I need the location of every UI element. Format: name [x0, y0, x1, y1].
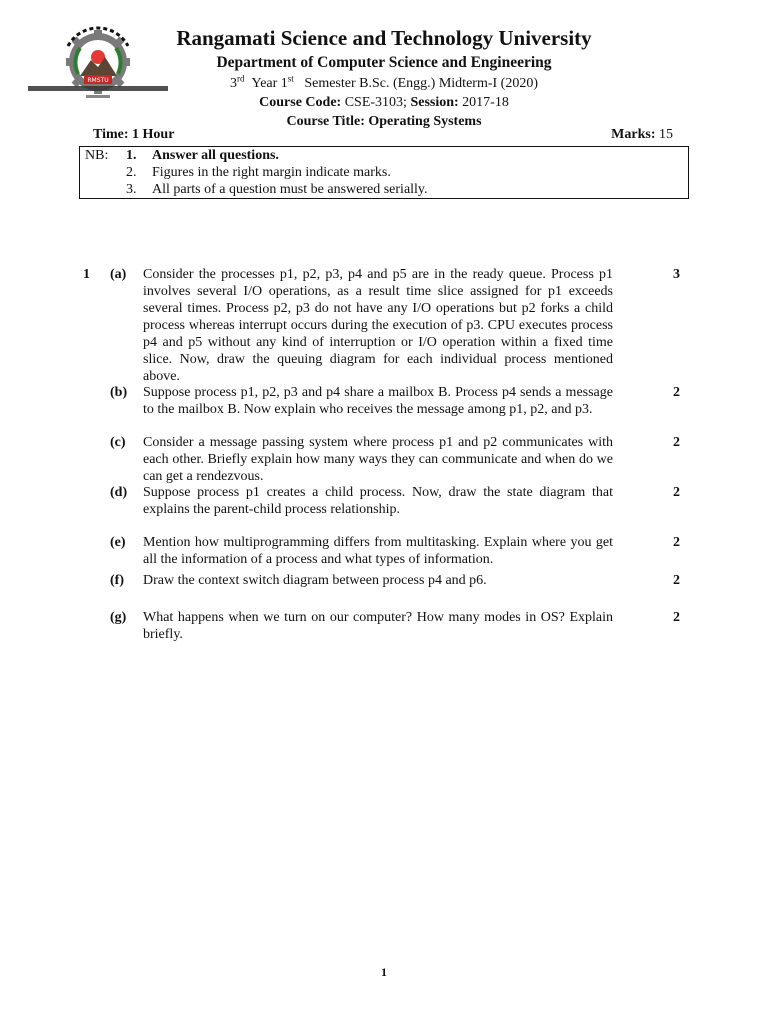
part-label-c: (c) — [110, 435, 126, 450]
department-name: Department of Computer Science and Engineering — [216, 54, 552, 71]
part-marks-a: 3 — [673, 267, 680, 282]
page-number: 1 — [381, 965, 387, 979]
part-marks-e: 2 — [673, 535, 680, 550]
total-marks: Marks: 15 — [611, 127, 673, 142]
logo-badge-text: RMSTU — [87, 77, 109, 84]
part-text-f: Draw the context switch diagram between process p4 and p6. — [143, 573, 487, 588]
part-marks-c: 2 — [673, 435, 680, 450]
part-text-a: Consider the processes p1, p2, p3, p4 and p5 are in the ready queue. Process p1 involves several I/O operations, as a result time slice assigned for p1 exceeds several times. Process p2, p3 do not have any I/O operations but p2 forks a child process whereas interrupt occurs during the execution of p3. CPU executes process p4 and p5 without any kind of interruption or I/O operation within a fixed time slice. Now, draw the queuing diagram for each individual process mentioned above. — [143, 267, 613, 384]
time-label: Time: 1 Hour — [93, 127, 175, 142]
exam-line: 3rd Year 1st Semester B.Sc. (Engg.) Midterm-I (2020) — [229, 73, 538, 91]
part-text-g: What happens when we turn on our computer? How many modes in OS? Explain briefly. — [143, 610, 613, 642]
instruction-item: 1. Answer all questions. — [126, 148, 279, 163]
exam-header — [150, 24, 618, 131]
part-text-c: Consider a message passing system where process p1 and p2 communicates with each other. Briefly explain how many ways they can communicate and when do we can get a rendezvous. — [143, 435, 613, 484]
instruction-item: 3. All parts of a question must be answered serially. — [126, 182, 428, 197]
nb-label: NB: — [85, 148, 109, 163]
part-marks-g: 2 — [673, 610, 680, 625]
university-name: Rangamati Science and Technology University — [176, 26, 592, 50]
part-label-d: (d) — [110, 485, 128, 500]
part-label-b: (b) — [110, 385, 128, 400]
instruction-item: 2. Figures in the right margin indicate marks. — [126, 165, 391, 180]
time-marks-row — [93, 127, 690, 146]
part-label-g: (g) — [110, 610, 127, 625]
instructions-box — [79, 146, 689, 199]
part-label-a: (a) — [110, 267, 127, 282]
university-logo — [28, 20, 168, 100]
part-marks-d: 2 — [673, 485, 680, 500]
part-text-e: Mention how multiprogramming differs from multitasking. Explain where you get all the information of a process and what types of information. — [143, 535, 613, 567]
part-text-b: Suppose process p1, p2, p3 and p4 share a mailbox B. Process p4 sends a message to the mailbox B. Now explain who receives the message among p1, p2, and p3. — [143, 385, 613, 417]
part-label-f: (f) — [110, 573, 124, 588]
part-text-d: Suppose process p1 creates a child process. Now, draw the state diagram that explains the parent-child process relationship. — [143, 485, 613, 517]
course-code-line: Course Code: CSE-3103; Session: 2017-18 — [259, 95, 509, 110]
part-marks-b: 2 — [673, 385, 680, 400]
question-number: 1 — [83, 267, 90, 282]
part-label-e: (e) — [110, 535, 126, 550]
part-marks-f: 2 — [673, 573, 680, 588]
course-title: Course Title: Operating Systems — [286, 114, 482, 129]
